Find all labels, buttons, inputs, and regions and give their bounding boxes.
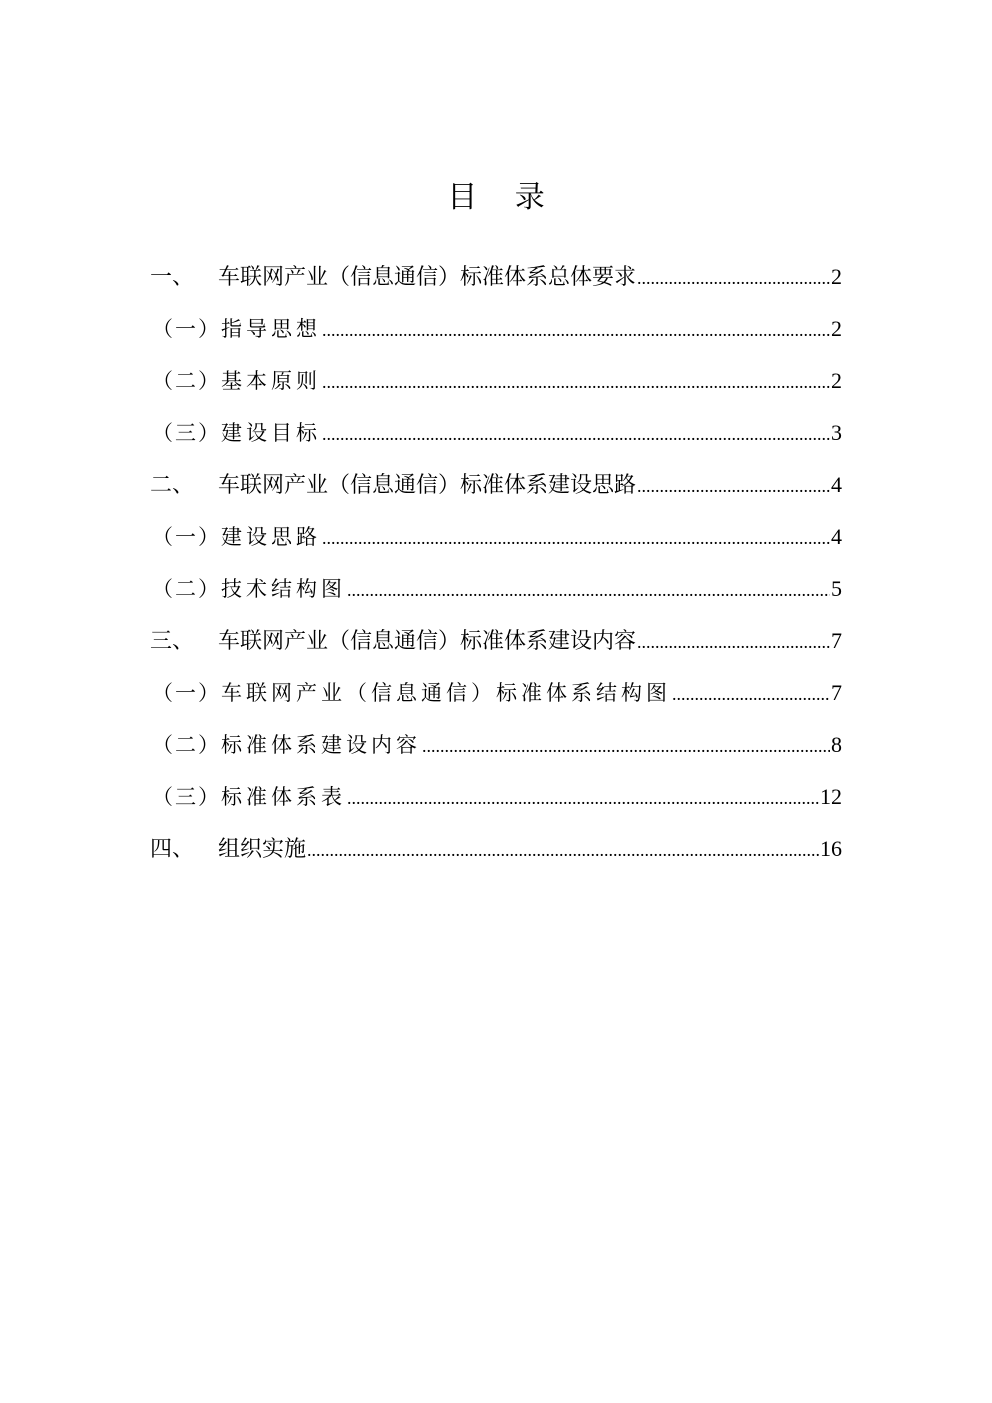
toc-dot-leader	[322, 412, 830, 456]
toc-entry-section-2-2[interactable]	[150, 567, 842, 619]
toc-dot-leader	[347, 568, 830, 612]
toc-entry-title: 车联网产业（信息通信）标准体系建设思路	[218, 473, 637, 498]
toc-entry-number: （二）	[152, 369, 221, 393]
toc-entry-number: （二）	[152, 733, 221, 757]
toc-entry-title: 组织实施	[218, 837, 307, 862]
toc-entry-number: 二、	[150, 473, 195, 498]
toc-entry-number: （三）	[152, 785, 221, 809]
toc-entry-number: （一）	[152, 525, 221, 549]
toc-entry-section-3-1[interactable]	[150, 671, 842, 723]
toc-dot-leader	[637, 256, 830, 300]
toc-entry-section-2[interactable]	[150, 463, 842, 515]
toc-entry-page: 2	[831, 316, 842, 341]
toc-list	[150, 255, 842, 879]
toc-entry-number: 三、	[150, 629, 195, 654]
toc-entry-page: 2	[831, 368, 842, 393]
toc-dot-leader	[637, 620, 830, 664]
toc-entry-number: （二）	[152, 577, 221, 601]
toc-title: 目 录	[447, 180, 559, 215]
toc-entry-section-3-2[interactable]	[150, 723, 842, 775]
toc-dot-leader	[637, 464, 830, 508]
toc-entry-number: 一、	[150, 265, 195, 290]
toc-entry-title: 车联网产业（信息通信）标准体系总体要求	[218, 265, 637, 290]
toc-entry-page: 5	[831, 576, 842, 601]
toc-entry-page: 7	[831, 628, 842, 653]
toc-entry-title: 车联网产业（信息通信）标准体系结构图	[221, 681, 671, 705]
toc-entry-page: 4	[831, 472, 842, 497]
toc-entry-section-3[interactable]	[150, 619, 842, 671]
toc-entry-title: 建设思路	[221, 525, 321, 549]
toc-dot-leader	[347, 776, 819, 820]
toc-entry-page: 8	[831, 732, 842, 757]
toc-entry-section-1-2[interactable]	[150, 359, 842, 411]
toc-entry-title: 车联网产业（信息通信）标准体系建设内容	[218, 629, 637, 654]
toc-entry-section-2-1[interactable]	[150, 515, 842, 567]
toc-entry-title: 建设目标	[221, 421, 321, 445]
toc-entry-number: （三）	[152, 421, 221, 445]
toc-entry-section-1-3[interactable]	[150, 411, 842, 463]
toc-entry-number: （一）	[152, 681, 221, 705]
toc-entry-title: 指导思想	[221, 317, 321, 341]
toc-entry-page: 7	[831, 680, 842, 705]
toc-entry-title: 标准体系建设内容	[221, 733, 421, 757]
toc-dot-leader	[422, 724, 830, 768]
toc-entry-section-1-1[interactable]	[150, 307, 842, 359]
toc-entry-page: 4	[831, 524, 842, 549]
toc-entry-title: 基本原则	[221, 369, 321, 393]
toc-dot-leader	[322, 360, 830, 404]
toc-dot-leader	[672, 672, 830, 716]
toc-entry-section-4[interactable]	[150, 827, 842, 879]
toc-entry-page: 2	[831, 264, 842, 289]
toc-entry-number: 四、	[150, 837, 195, 862]
toc-dot-leader	[322, 308, 830, 352]
toc-entry-page: 12	[820, 784, 842, 809]
toc-entry-title: 技术结构图	[221, 577, 346, 601]
toc-entry-page: 16	[820, 836, 842, 861]
toc-entry-number: （一）	[152, 317, 221, 341]
toc-entry-page: 3	[831, 420, 842, 445]
toc-entry-title: 标准体系表	[221, 785, 346, 809]
toc-dot-leader	[322, 516, 830, 560]
toc-entry-section-3-3[interactable]	[150, 775, 842, 827]
toc-entry-section-1[interactable]	[150, 255, 842, 307]
toc-dot-leader	[307, 828, 819, 872]
